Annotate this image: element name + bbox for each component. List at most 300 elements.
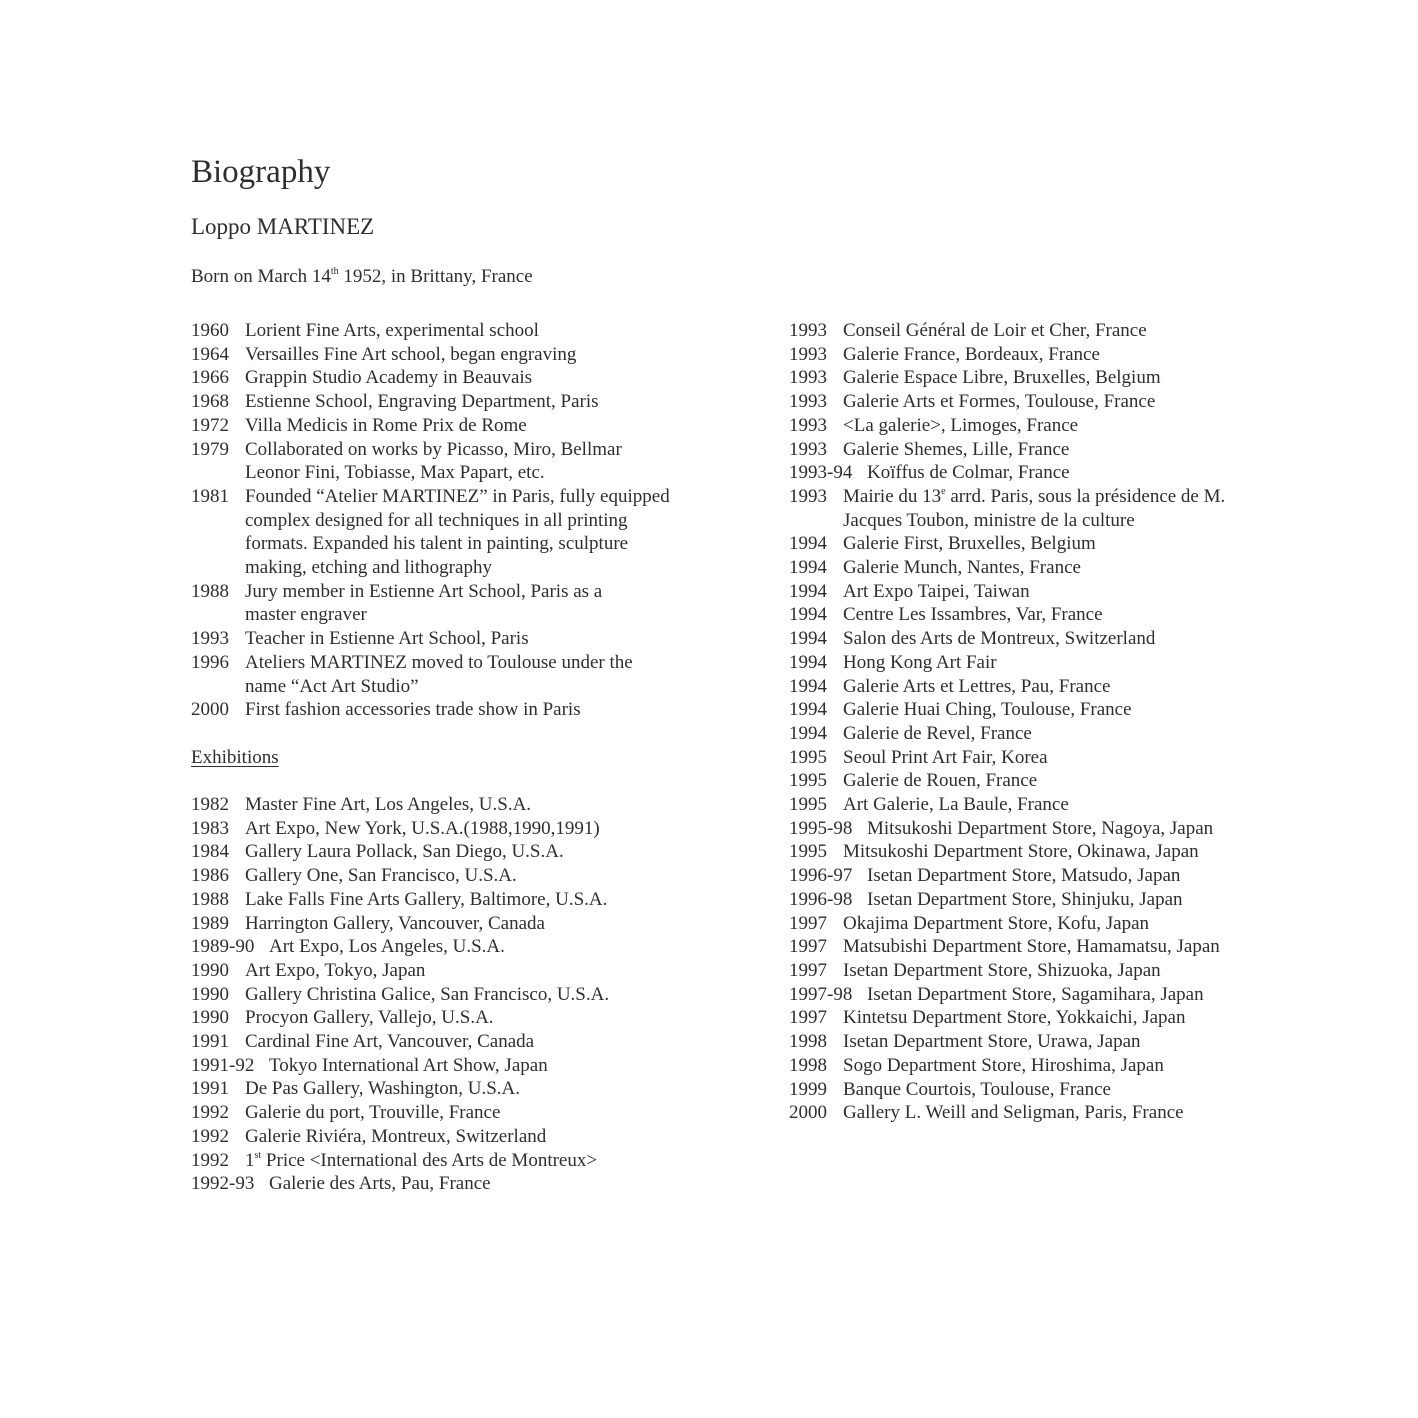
entry-text [843,1078,1111,1102]
entry-text-line: Galerie First, Bruxelles, Belgium [843,533,1096,555]
entry-first-line [789,485,1349,509]
exhibition-entry [789,390,1349,414]
entry-first-line [789,627,1349,651]
entry-text [245,580,602,604]
biography-entry [191,627,751,651]
entry-year: 2000 [789,1102,827,1124]
entry-year: 1986 [191,865,229,887]
entry-year: 1993 [789,367,827,389]
entry-first-line [789,817,1349,841]
biography-entry [191,698,751,722]
entry-first-line [789,580,1349,604]
entry-first-line [789,366,1349,390]
entry-year: 1996 [191,651,229,673]
entry-year: 1993 [789,414,827,436]
entry-first-line [789,1006,1349,1030]
biography-entry [191,390,751,414]
entry-first-line [789,532,1349,556]
exhibition-entry [789,319,1349,343]
entry-text-line: Sogo Department Store, Hiroshima, Japan [843,1054,1164,1076]
entry-year: 1999 [789,1078,827,1100]
entry-first-line [789,1030,1349,1054]
exhibition-entry [789,746,1349,770]
entry-text [245,1101,500,1125]
entry-year: 1990 [191,959,229,981]
entry-year: 1990 [191,983,229,1005]
exhibition-entry [191,935,751,959]
exhibition-entry [789,627,1349,651]
entry-first-line [789,461,1349,485]
entry-first-line [789,343,1349,367]
entry-first-line [789,675,1349,699]
entry-continuation: formats. Expanded his talent in painting, sculpture [245,533,629,555]
entry-year: 1968 [191,391,229,413]
entry-text-line: Galerie Arts et Formes, Toulouse, France [843,391,1156,413]
entry-text-line: Art Expo Taipei, Taiwan [843,580,1030,602]
exhibition-entry [191,1172,751,1196]
entry-text [245,1149,597,1173]
entry-text-line: Villa Medicis in Rome Prix de Rome [245,414,527,436]
entry-year: 1991 [191,1031,229,1053]
entry-year: 1994 [789,699,827,721]
exhibition-entry [789,959,1349,983]
entry-first-line [191,414,751,438]
entry-year: 1994 [789,580,827,602]
entry-year: 1993 [789,343,827,365]
entry-first-line [191,438,751,462]
entry-text [843,485,1225,509]
exhibition-entry [191,840,751,864]
entry-text-line: Grappin Studio Academy in Beauvais [245,367,533,389]
entry-text-line: Isetan Department Store, Sagamihara, Japan [867,983,1204,1005]
entry-text-main: Lake Falls Fine Arts Gallery, Baltimore, U.S.A. [245,888,608,910]
entry-year: 1960 [191,320,229,341]
entry-year: 1982 [191,794,229,815]
entry-text-main: Art Expo, Tokyo, Japan [245,959,426,981]
entry-text-line: Teacher in Estienne Art School, Paris [245,628,529,650]
entry-text [843,935,1220,959]
birth-info-sup: th [330,266,339,277]
entry-text [867,461,1070,485]
entry-year: 1994 [789,628,827,650]
birth-info-post: 1952, in Brittany, France [338,266,533,287]
entry-text [245,366,532,390]
entry-first-line [191,627,751,651]
entry-year: 1994 [789,722,827,744]
entry-year: 1992 [191,1149,229,1171]
entry-text-line: Collaborated on works by Picasso, Miro, Bellmar [245,438,622,460]
entry-text-line: arrd. Paris, sous la présidence de M. [945,485,1226,507]
entry-text-main: Procyon Gallery, Vallejo, U.S.A. [245,1007,494,1029]
entry-text-main: Galerie du port, Trouville, France [245,1102,501,1124]
exhibition-entry [789,651,1349,675]
entry-text [843,390,1155,414]
entry-text [843,366,1161,390]
exhibition-entry [789,888,1349,912]
exhibition-entry [789,414,1349,438]
entry-text-line: Galerie France, Bordeaux, France [843,343,1100,365]
entry-first-line [789,722,1349,746]
entry-text-sup: e [941,485,946,497]
entry-text [843,414,1078,438]
entry-year: 1994 [789,675,827,697]
entry-text-line: Salon des Arts de Montreux, Switzerland [843,628,1156,650]
artist-name: Loppo MARTINEZ [191,214,375,239]
entry-text [245,1030,534,1054]
entry-text-main: Gallery One, San Francisco, U.S.A. [245,865,517,887]
entry-text-line: Galerie Arts et Lettres, Pau, France [843,675,1111,697]
exhibition-entry [191,1125,751,1149]
entry-text-line: Versailles Fine Art school, began engraving [245,343,577,365]
entry-text-main: Gallery Laura Pollack, San Diego, U.S.A. [245,841,564,863]
entry-year: 1989-90 [191,936,255,958]
entry-text-line: Galerie de Rouen, France [843,770,1038,792]
entry-first-line [789,1078,1349,1102]
entry-text [867,817,1213,841]
entry-first-line [191,698,751,722]
entry-text-line: Art Galerie, La Baule, France [843,794,1069,816]
entry-first-line [789,319,1349,343]
birth-info-pre: Born on March 14 [191,266,331,287]
biography-entry [191,319,751,343]
entry-text-line: Isetan Department Store, Urawa, Japan [843,1031,1141,1053]
entry-year: 1993 [789,438,827,460]
exhibition-entry [789,532,1349,556]
exhibition-entry [789,912,1349,936]
entry-text [269,935,505,959]
entry-text [245,414,527,438]
entry-year: 1993 [789,485,827,507]
entry-text [843,722,1032,746]
entry-text-line: First fashion accessories trade show in Paris [245,699,581,721]
entry-year: 1997 [789,912,827,934]
entry-year: 1988 [191,580,229,602]
entry-year: 1993 [789,320,827,341]
entry-text-line: Galerie Munch, Nantes, France [843,557,1081,579]
entry-year: 1966 [191,367,229,389]
entry-text-sup: st [254,1149,262,1161]
entry-text-line: Mitsukoshi Department Store, Okinawa, Japan [843,841,1199,863]
exhibitions-list-left [191,793,751,1196]
entry-year: 1995 [789,841,827,863]
entry-text [843,1030,1141,1054]
entry-text-line: Galerie Huai Ching, Toulouse, France [843,699,1132,721]
entry-text [245,793,531,817]
entry-first-line [789,888,1349,912]
exhibition-entry [191,959,751,983]
biography-list [191,319,751,722]
entry-text [245,817,600,841]
entry-text-main: Galerie des Arts, Pau, France [269,1173,491,1195]
entry-first-line [191,651,751,675]
entry-first-line [789,840,1349,864]
entry-text [843,532,1096,556]
entry-text-main: Art Expo, New York, U.S.A.(1988,1990,1991) [245,817,600,839]
exhibition-entry [789,793,1349,817]
entry-year: 1993-94 [789,462,853,484]
entry-text [843,912,1149,936]
biography-entry [191,343,751,367]
entry-text [843,1054,1164,1078]
entry-text [843,556,1081,580]
exhibitions-list-right [789,319,1349,1125]
exhibition-entry [191,1030,751,1054]
entry-text-main: Tokyo International Art Show, Japan [269,1054,548,1076]
entry-text [245,651,633,675]
entry-text-line: Banque Courtois, Toulouse, France [843,1078,1111,1100]
exhibition-entry [789,485,1349,532]
entry-text [843,959,1161,983]
entry-text [867,983,1204,1007]
biography-entry [191,366,751,390]
entry-text-line: Mitsukoshi Department Store, Nagoya, Japan [867,817,1214,839]
entry-first-line [789,912,1349,936]
entry-text [245,698,581,722]
entry-continuation: name “Act Art Studio” [245,675,419,697]
exhibition-entry [789,935,1349,959]
biography-entry [191,438,751,485]
entry-year: 1994 [789,557,827,579]
exhibition-entry [789,698,1349,722]
entry-first-line [789,556,1349,580]
entry-text [843,603,1103,627]
entry-text-main: Art Expo, Los Angeles, U.S.A. [269,936,505,958]
exhibition-entry [191,817,751,841]
entry-text-line: Isetan Department Store, Shinjuku, Japan [867,888,1183,910]
entry-year: 1992-93 [191,1173,255,1195]
entry-text-line: Kintetsu Department Store, Yokkaichi, Japan [843,1007,1186,1029]
entry-text-main: De Pas Gallery, Washington, U.S.A. [245,1078,520,1100]
exhibition-entry [191,983,751,1007]
entry-year: 1997 [789,936,827,958]
entry-text-line: Isetan Department Store, Shizuoka, Japan [843,959,1161,981]
entry-text-main: Gallery Christina Galice, San Francisco, U.S.A. [245,983,610,1005]
entry-text-main: Price <International des Arts de Montreux> [261,1149,598,1171]
entry-text [843,840,1199,864]
entry-first-line [789,651,1349,675]
entry-year: 1983 [191,817,229,839]
entry-text [245,319,539,343]
exhibition-entry [789,343,1349,367]
entry-text [245,390,599,414]
entry-first-line [789,935,1349,959]
entry-text [843,1006,1185,1030]
exhibition-entry [789,864,1349,888]
entry-text [843,627,1155,651]
entry-year: 1995-98 [789,817,853,839]
entry-continuation: Leonor Fini, Tobiasse, Max Papart, etc. [245,462,545,484]
entry-text [245,864,517,888]
entry-text [269,1172,491,1196]
entry-text-line: Koïffus de Colmar, France [867,462,1070,484]
entry-continuation: master engraver [245,604,367,626]
entry-text [269,1054,548,1078]
exhibition-entry [191,912,751,936]
exhibition-entry [789,438,1349,462]
entry-text [245,1077,520,1101]
entry-first-line [191,319,751,343]
entry-first-line [789,959,1349,983]
exhibition-entry [789,461,1349,485]
entry-text [245,888,607,912]
entry-year: 1984 [191,841,229,863]
entry-text-line: Hong Kong Art Fair [843,651,997,673]
entry-first-line [191,485,751,509]
entry-first-line [191,343,751,367]
exhibition-entry [789,1054,1349,1078]
entry-text [245,438,622,462]
entry-year: 1964 [191,343,229,365]
entry-text [867,888,1183,912]
exhibition-entry [789,840,1349,864]
exhibition-entry [789,675,1349,699]
entry-year: 1998 [789,1031,827,1053]
entry-year: 1995 [789,770,827,792]
entry-text [245,1125,546,1149]
entry-year: 1992 [191,1125,229,1147]
exhibition-entry [789,1078,1349,1102]
entry-text-line: Seoul Print Art Fair, Korea [843,746,1048,768]
exhibition-entry [789,1006,1349,1030]
entry-text-main: Master Fine Art, Los Angeles, U.S.A. [245,794,532,815]
biography-entry [191,580,751,627]
exhibition-entry [191,1006,751,1030]
entry-text-line: <La galerie>, Limoges, France [843,414,1079,436]
entry-first-line [789,698,1349,722]
entry-year: 1997 [789,1007,827,1029]
entry-year: 1993 [191,628,229,650]
entry-text-line: Okajima Department Store, Kofu, Japan [843,912,1150,934]
entry-text [843,675,1110,699]
entry-text [245,627,529,651]
entry-text [245,485,670,509]
entry-first-line [191,390,751,414]
entry-first-line [789,1054,1349,1078]
entry-continuation: complex designed for all techniques in all printing [245,509,628,531]
exhibition-entry [191,864,751,888]
entry-text [843,746,1048,770]
exhibition-entry [789,722,1349,746]
entry-first-line [789,390,1349,414]
entry-year: 1993 [789,391,827,413]
exhibition-entry [191,793,751,817]
entry-text-line: Matsubishi Department Store, Hamamatsu, Japan [843,936,1220,958]
entry-year: 1997 [789,959,827,981]
entry-text [843,580,1030,604]
entry-text [843,438,1069,462]
entry-text-line: Galerie Espace Libre, Bruxelles, Belgium [843,367,1161,389]
entry-text [843,698,1132,722]
entry-text-line: Isetan Department Store, Matsudo, Japan [867,865,1181,887]
entry-year: 1991-92 [191,1054,255,1076]
entry-text [867,864,1180,888]
entry-year: 1996-97 [789,865,853,887]
entry-text-line: Estienne School, Engraving Department, Paris [245,391,599,413]
exhibition-entry [191,1149,751,1173]
exhibition-entry [191,888,751,912]
entry-year: 1992 [191,1102,229,1124]
entry-text-pre: Mairie du 13 [843,485,942,507]
entry-continuation: Jacques Toubon, ministre de la culture [843,509,1135,531]
entry-first-line [789,438,1349,462]
exhibition-entry [191,1054,751,1078]
entry-text-line: Conseil Général de Loir et Cher, France [843,320,1147,341]
entry-first-line [191,366,751,390]
entry-text [245,343,576,367]
entry-text-line: Centre Les Issambres, Var, France [843,604,1103,626]
entry-first-line [789,793,1349,817]
entry-first-line [789,769,1349,793]
exhibition-entry [191,1101,751,1125]
entry-year: 1994 [789,533,827,555]
entry-text-line: Jury member in Estienne Art School, Paris as a [245,580,603,602]
entry-text [245,1006,494,1030]
birth-info [191,265,533,289]
entry-year: 1995 [789,746,827,768]
biography-entry [191,651,751,698]
entry-first-line [789,864,1349,888]
entry-text-line: Ateliers MARTINEZ moved to Toulouse under the [245,651,633,673]
entry-text [245,912,545,936]
exhibition-entry [789,1030,1349,1054]
exhibition-entry [789,983,1349,1007]
entry-year: 1995 [789,794,827,816]
entry-year: 1979 [191,438,229,460]
exhibition-entry [789,769,1349,793]
entry-first-line [789,414,1349,438]
entry-text-line: Galerie Shemes, Lille, France [843,438,1070,460]
exhibition-entry [191,1077,751,1101]
entry-text [245,959,425,983]
entry-year: 1988 [191,888,229,910]
entry-text-main: Cardinal Fine Art, Vancouver, Canada [245,1031,535,1053]
entry-first-line [191,580,751,604]
entry-year: 2000 [191,699,229,721]
biography-entry [191,485,751,580]
biography-entry [191,414,751,438]
entry-year: 1989 [191,912,229,934]
entry-year: 1996-98 [789,888,853,910]
entry-year: 1997-98 [789,983,853,1005]
entry-text-line: Lorient Fine Arts, experimental school [245,320,539,341]
entry-text [843,1101,1184,1125]
page-title: Biography [191,154,331,190]
exhibition-entry [789,580,1349,604]
entry-text [843,793,1069,817]
entry-first-line [789,983,1349,1007]
entry-text [245,840,564,864]
entry-year: 1998 [789,1054,827,1076]
exhibition-entry [789,556,1349,580]
exhibition-entry [789,366,1349,390]
entry-text [843,343,1100,367]
entry-text-pre: 1 [245,1149,255,1171]
entry-first-line [789,603,1349,627]
exhibitions-heading: Exhibitions [191,747,279,768]
entry-year: 1994 [789,651,827,673]
entry-text [843,769,1037,793]
entry-text-line: Gallery L. Weill and Seligman, Paris, France [843,1102,1184,1124]
entry-first-line [789,746,1349,770]
entry-text-main: Galerie Riviéra, Montreux, Switzerland [245,1125,547,1147]
entry-text-line: Galerie de Revel, France [843,722,1032,744]
entry-first-line [789,1101,1349,1125]
entry-text-main: Harrington Gallery, Vancouver, Canada [245,912,545,934]
exhibition-entry [789,817,1349,841]
entry-text [245,983,609,1007]
entry-continuation: making, etching and lithography [245,557,492,579]
entry-text [843,651,997,675]
